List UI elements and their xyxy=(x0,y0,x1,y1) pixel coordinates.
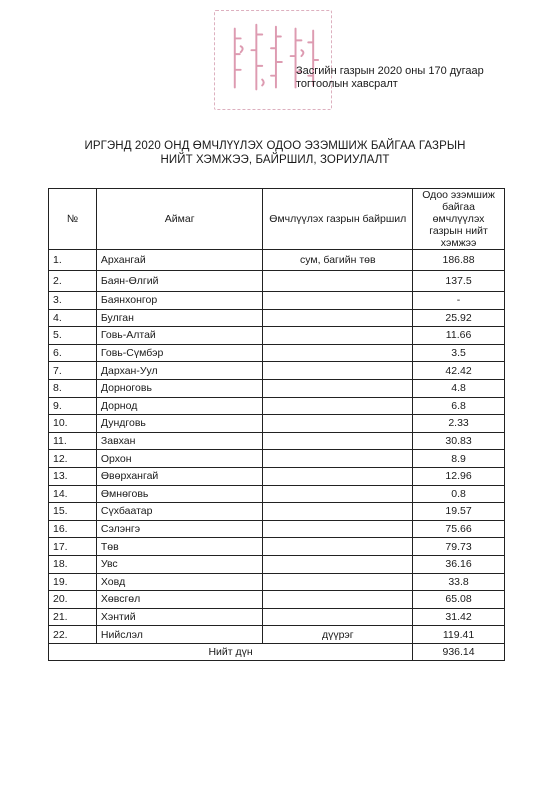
cell-location xyxy=(263,362,413,380)
table-row xyxy=(49,292,505,310)
cell-size: 0.8 xyxy=(413,485,505,503)
cell-aimag: Увс xyxy=(96,555,263,573)
cell-size: 79.73 xyxy=(413,538,505,556)
annex-line-1: Засгийн газрын 2020 оны 170 дугаар xyxy=(296,65,484,77)
cell-aimag: Архангай xyxy=(96,250,263,271)
cell-location xyxy=(263,608,413,626)
table-row xyxy=(49,415,505,433)
cell-aimag: Завхан xyxy=(96,432,263,450)
cell-no: 19. xyxy=(49,573,97,591)
cell-size: 6.8 xyxy=(413,397,505,415)
stamp-seal xyxy=(214,10,332,110)
cell-aimag: Дархан-Уул xyxy=(96,362,263,380)
cell-aimag: Булган xyxy=(96,309,263,327)
cell-aimag: Баян-Өлгий xyxy=(96,271,263,292)
cell-aimag: Хэнтий xyxy=(96,608,263,626)
table-row xyxy=(49,626,505,644)
cell-location: сум, багийн төв xyxy=(263,250,413,271)
table-row xyxy=(49,271,505,292)
table-row xyxy=(49,555,505,573)
cell-location xyxy=(263,591,413,609)
cell-location xyxy=(263,415,413,433)
document-title xyxy=(40,139,510,167)
cell-no: 12. xyxy=(49,450,97,468)
cell-no: 9. xyxy=(49,397,97,415)
table-total-row xyxy=(49,643,505,661)
table-row xyxy=(49,538,505,556)
cell-aimag: Өвөрхангай xyxy=(96,467,263,485)
cell-no: 21. xyxy=(49,608,97,626)
cell-size: 75.66 xyxy=(413,520,505,538)
cell-aimag: Орхон xyxy=(96,450,263,468)
table-row xyxy=(49,397,505,415)
cell-location xyxy=(263,503,413,521)
cell-size: 8.9 xyxy=(413,450,505,468)
cell-aimag: Говь-Алтай xyxy=(96,327,263,345)
table-row xyxy=(49,520,505,538)
cell-aimag: Төв xyxy=(96,538,263,556)
cell-aimag: Дорнод xyxy=(96,397,263,415)
cell-no: 15. xyxy=(49,503,97,521)
table-row xyxy=(49,327,505,345)
cell-location xyxy=(263,379,413,397)
table-row xyxy=(49,309,505,327)
cell-location xyxy=(263,538,413,556)
cell-size: 30.83 xyxy=(413,432,505,450)
cell-no: 22. xyxy=(49,626,97,644)
total-label: Нийт дүн xyxy=(49,643,413,661)
cell-size: 36.16 xyxy=(413,555,505,573)
cell-location xyxy=(263,555,413,573)
cell-aimag: Дундговь xyxy=(96,415,263,433)
cell-no: 10. xyxy=(49,415,97,433)
table-row xyxy=(49,467,505,485)
cell-size: 12.96 xyxy=(413,467,505,485)
cell-no: 17. xyxy=(49,538,97,556)
cell-no: 7. xyxy=(49,362,97,380)
cell-location xyxy=(263,344,413,362)
total-size: 936.14 xyxy=(413,643,505,661)
cell-aimag: Дорноговь xyxy=(96,379,263,397)
cell-no: 5. xyxy=(49,327,97,345)
table-row xyxy=(49,450,505,468)
cell-location xyxy=(263,309,413,327)
header-aimag: Аймаг xyxy=(96,189,263,250)
cell-location xyxy=(263,467,413,485)
cell-size: 33.8 xyxy=(413,573,505,591)
cell-no: 2. xyxy=(49,271,97,292)
cell-no: 14. xyxy=(49,485,97,503)
header-no: № xyxy=(49,189,97,250)
cell-size: 42.42 xyxy=(413,362,505,380)
cell-location xyxy=(263,520,413,538)
table-row xyxy=(49,573,505,591)
cell-size: 25.92 xyxy=(413,309,505,327)
cell-size: 2.33 xyxy=(413,415,505,433)
table-row xyxy=(49,362,505,380)
table-row xyxy=(49,432,505,450)
cell-location xyxy=(263,271,413,292)
table-row xyxy=(49,503,505,521)
table-row xyxy=(49,591,505,609)
cell-size: 11.66 xyxy=(413,327,505,345)
cell-aimag: Говь-Сүмбэр xyxy=(96,344,263,362)
cell-no: 6. xyxy=(49,344,97,362)
cell-location xyxy=(263,450,413,468)
cell-aimag: Сэлэнгэ xyxy=(96,520,263,538)
cell-no: 20. xyxy=(49,591,97,609)
annex-line-2: тогтоолын хавсралт xyxy=(296,78,398,90)
header-location: Өмчлүүлэх газрын байршил xyxy=(263,189,413,250)
cell-location xyxy=(263,485,413,503)
table-header-row xyxy=(49,189,505,250)
title-line-2: НИЙТ ХЭМЖЭЭ, БАЙРШИЛ, ЗОРИУЛАЛТ xyxy=(160,154,390,166)
cell-location xyxy=(263,397,413,415)
table-row xyxy=(49,379,505,397)
annex-note xyxy=(296,65,528,91)
cell-no: 8. xyxy=(49,379,97,397)
cell-size: 4.8 xyxy=(413,379,505,397)
cell-aimag: Нийслэл xyxy=(96,626,263,644)
table-body xyxy=(49,250,505,644)
cell-no: 16. xyxy=(49,520,97,538)
cell-size: 65.08 xyxy=(413,591,505,609)
cell-size: 186.88 xyxy=(413,250,505,271)
cell-aimag: Хөвсгөл xyxy=(96,591,263,609)
cell-size: 3.5 xyxy=(413,344,505,362)
cell-no: 18. xyxy=(49,555,97,573)
cell-size: 119.41 xyxy=(413,626,505,644)
cell-location xyxy=(263,327,413,345)
cell-location xyxy=(263,432,413,450)
table-row xyxy=(49,344,505,362)
table-row xyxy=(49,250,505,271)
cell-location: дүүрэг xyxy=(263,626,413,644)
cell-size: - xyxy=(413,292,505,310)
cell-no: 1. xyxy=(49,250,97,271)
cell-size: 19.57 xyxy=(413,503,505,521)
cell-aimag: Баянхонгор xyxy=(96,292,263,310)
table-row xyxy=(49,608,505,626)
cell-no: 13. xyxy=(49,467,97,485)
cell-aimag: Сүхбаатар xyxy=(96,503,263,521)
cell-location xyxy=(263,573,413,591)
cell-location xyxy=(263,292,413,310)
mongolian-script-seal-icon xyxy=(215,11,331,109)
table-row xyxy=(49,485,505,503)
cell-size: 137.5 xyxy=(413,271,505,292)
header-size: Одоо эзэмшиж байгаа өмчлүүлэх газрын нийт хэмжээ xyxy=(413,189,505,250)
cell-size: 31.42 xyxy=(413,608,505,626)
cell-no: 3. xyxy=(49,292,97,310)
title-line-1: ИРГЭНД 2020 ОНД ӨМЧЛҮҮЛЭХ ОДОО ЭЗЭМШИЖ БАЙГАА ГАЗРЫН xyxy=(84,140,466,152)
cell-no: 4. xyxy=(49,309,97,327)
cell-no: 11. xyxy=(49,432,97,450)
cell-aimag: Өмнөговь xyxy=(96,485,263,503)
land-table xyxy=(48,188,505,661)
cell-aimag: Ховд xyxy=(96,573,263,591)
